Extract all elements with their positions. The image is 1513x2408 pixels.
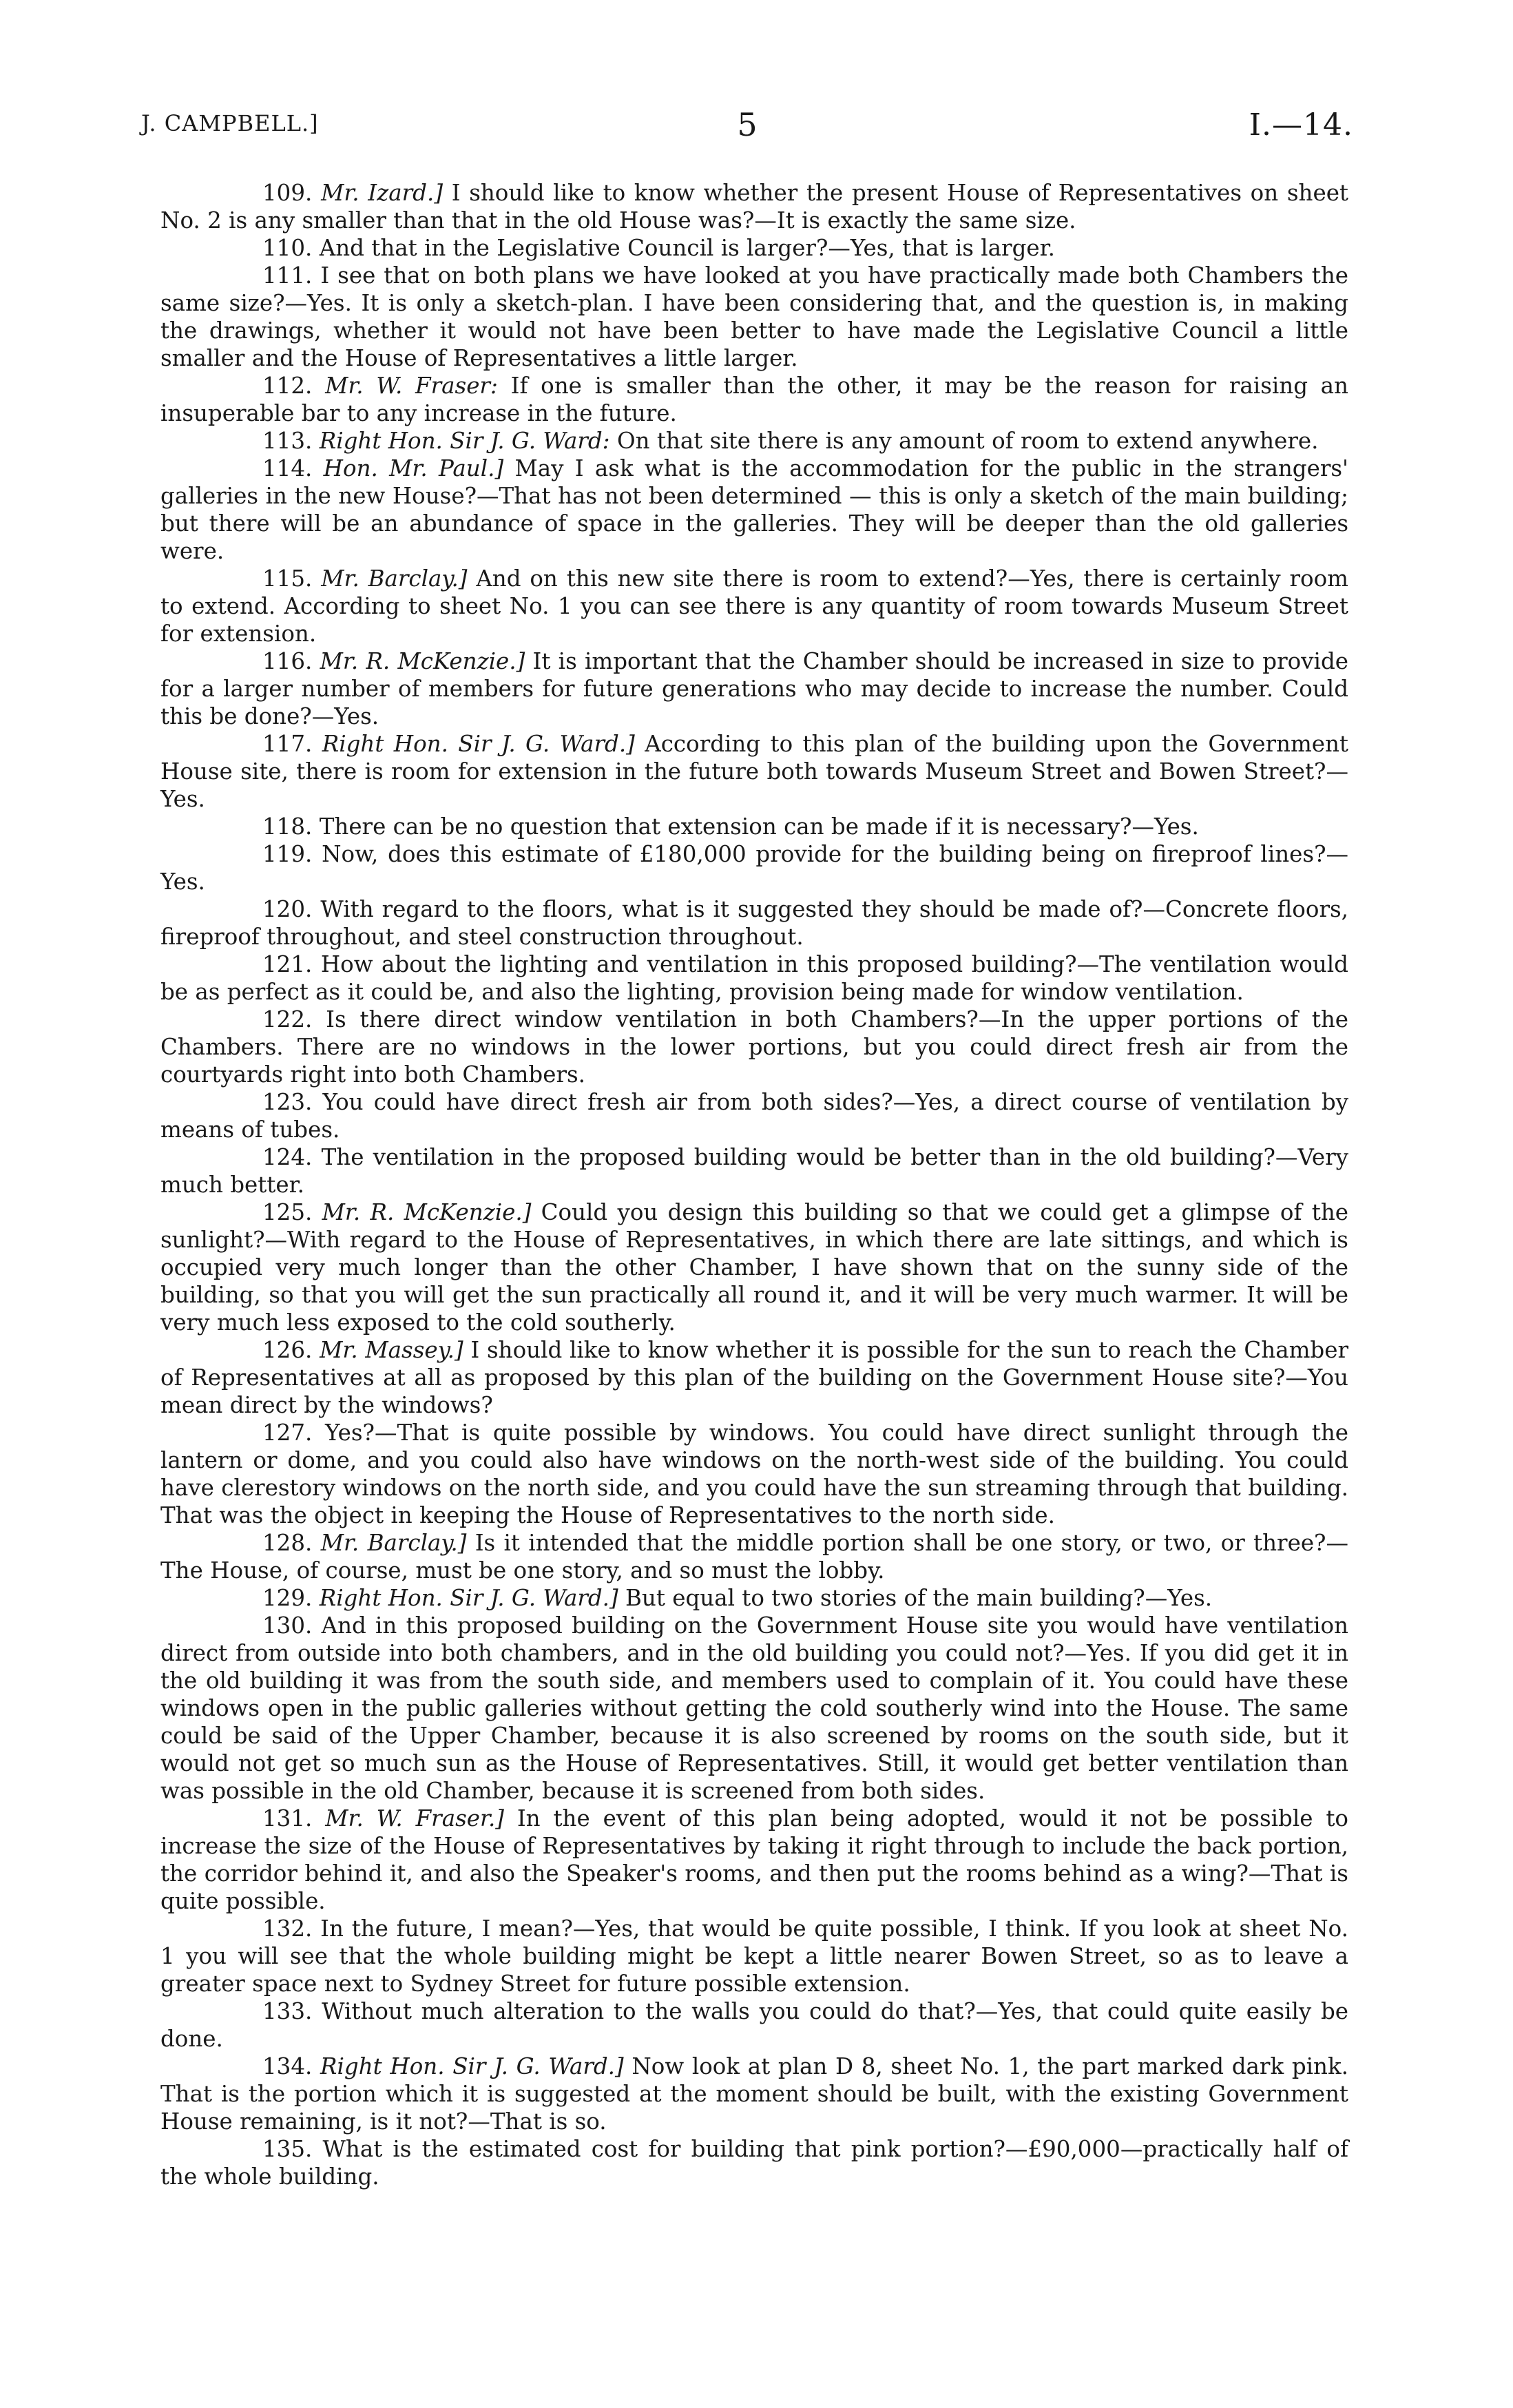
question-text: Is it intended that the middle portion shall be one story, or two, or three?—The House, of course, must be one story, and so must the lobby. bbox=[160, 1530, 1348, 1584]
question-paragraph bbox=[160, 1006, 1348, 1088]
question-paragraph bbox=[160, 1419, 1348, 1529]
question-paragraph bbox=[160, 647, 1348, 730]
question-paragraph bbox=[160, 234, 1348, 262]
question-paragraph bbox=[160, 813, 1348, 840]
question-text: I see that on both plans we have looked at you have practically made both Chambers the same size?—Yes. It is only a sketch-plan. I have been considering that, and the question is, in making the drawings, whether it would not have been better to have made the Legislative Council a little smaller and the House of Representatives a little larger. bbox=[160, 262, 1348, 371]
question-text: Could you design this building so that we could get a glimpse of the sunlight?—With regard to the House of Representatives, in which there are late sittings, and which is occupied very much longer than the other Chamber, I have shown that on the sunny side of the building, so that you will get the sun practically all round it, and it will be very much warmer. It will be very much less exposed to the cold southerly. bbox=[160, 1199, 1348, 1336]
question-text: Without much alteration to the walls you could do that?—Yes, that could quite easily be done. bbox=[160, 1998, 1348, 2052]
speaker-name: Mr. R. McKenzie.] bbox=[320, 648, 525, 674]
question-text: On that site there is any amount of room to extend anywhere. bbox=[616, 428, 1319, 454]
question-text: May I ask what is the accommodation for the public in the strangers' galleries in the new House?—That has not been determined — this is only a sketch of the main building; but there will be an abundance of space in the galleries. They will be deeper than the old galleries were. bbox=[160, 455, 1348, 564]
question-number: 134. bbox=[262, 2053, 313, 2079]
question-text: But equal to two stories of the main building?—Yes. bbox=[625, 1585, 1213, 1611]
question-number: 120. bbox=[262, 896, 313, 922]
question-number: 133. bbox=[262, 1998, 313, 2024]
page-header bbox=[141, 106, 1353, 152]
speaker-name: Mr. W. Fraser: bbox=[325, 373, 498, 399]
question-number: 115. bbox=[262, 565, 313, 592]
question-text: Now look at plan D 8, sheet No. 1, the part marked dark pink. That is the portion which it is suggested at the moment should be built, with the existing Government House remaining, is it not?—That is so. bbox=[160, 2053, 1348, 2135]
question-paragraph bbox=[160, 1336, 1348, 1419]
question-paragraph bbox=[160, 1612, 1348, 1805]
question-number: 113. bbox=[262, 428, 313, 454]
question-text: Now, does this estimate of £180,000 provide for the building being on fireproof lines?—Yes. bbox=[160, 841, 1348, 895]
speaker-name: Mr. Izard.] bbox=[321, 180, 443, 206]
question-number: 110. bbox=[262, 235, 313, 261]
question-text: According to this plan of the building upon the Government House site, there is room for extension in the future both towards Museum Street and Bowen Street?—Yes. bbox=[160, 731, 1348, 812]
question-number: 121. bbox=[262, 951, 313, 977]
question-number: 130. bbox=[262, 1612, 313, 1639]
question-number: 127. bbox=[262, 1420, 313, 1446]
question-number: 117. bbox=[262, 731, 313, 757]
question-paragraph bbox=[160, 1997, 1348, 2053]
speaker-name: Mr. Massey.] bbox=[320, 1337, 463, 1363]
question-number: 131. bbox=[262, 1805, 313, 1831]
speaker-name: Mr. Barclay.] bbox=[320, 1530, 467, 1556]
question-number: 119. bbox=[262, 841, 313, 867]
speaker-name: Hon. Mr. Paul.] bbox=[323, 455, 504, 481]
speaker-name: Mr. W. Fraser.] bbox=[325, 1805, 504, 1831]
document-reference: I.—14. bbox=[1249, 107, 1353, 143]
question-paragraph bbox=[160, 1143, 1348, 1198]
question-paragraph bbox=[160, 372, 1348, 427]
question-paragraph bbox=[160, 427, 1348, 455]
question-paragraph bbox=[160, 565, 1348, 647]
question-number: 124. bbox=[262, 1144, 313, 1170]
question-text: Is there direct window ventilation in both Chambers?—In the upper portions of the Chambers. There are no windows in the lower portions, but you could direct fresh air from the courtyards right into both Chambers. bbox=[160, 1006, 1348, 1088]
question-text: There can be no question that extension can be made if it is necessary?—Yes. bbox=[319, 813, 1199, 840]
speaker-name: Right Hon. Sir J. G. Ward.] bbox=[320, 2053, 624, 2079]
question-text: If one is smaller than the other, it may be the reason for raising an insuperable bar to any increase in the future. bbox=[160, 373, 1348, 426]
speaker-name: Right Hon. Sir J. G. Ward.] bbox=[319, 1585, 618, 1611]
question-number: 118. bbox=[262, 813, 313, 840]
question-paragraph bbox=[160, 1198, 1348, 1336]
question-paragraph bbox=[160, 730, 1348, 813]
question-paragraph bbox=[160, 1529, 1348, 1584]
question-text: Yes?—That is quite possible by windows. You could have direct sunlight through the lantern or dome, and you could also have windows on the north-west side of the building. You could have clerestory windows on the north side, and you could have the sun streaming through that building. That was the object in keeping the House of Representatives to the north side. bbox=[160, 1420, 1348, 1528]
question-number: 128. bbox=[262, 1530, 313, 1556]
question-text: The ventilation in the proposed building would be better than in the old building?—Very much better. bbox=[160, 1144, 1348, 1198]
question-paragraph bbox=[160, 179, 1348, 234]
question-number: 132. bbox=[262, 1916, 313, 1942]
question-text: How about the lighting and ventilation in this proposed building?—The ventilation would be as perfect as it could be, and also the lighting, provision being made for window ventilation. bbox=[160, 951, 1348, 1005]
question-paragraph bbox=[160, 1915, 1348, 1997]
question-text: With regard to the floors, what is it suggested they should be made of?—Concrete floors, fireproof throughout, and steel construction throughout. bbox=[160, 896, 1348, 950]
question-paragraph bbox=[160, 262, 1348, 372]
question-text: And in this proposed building on the Government House site you would have ventilation direct from outside into both chambers, and in the old building you could not?—Yes. If you did get it in the old building it was from the south side, and members used to complain of it. You could have these windows open in the public galleries without getting the cold southerly wind into the House. The same could be said of the Upper Chamber, because it is also screened by rooms on the south side, but it would not get so much sun as the House of Representatives. Still, it would get better ventilation than was possible in the old Chamber, because it is screened from both sides. bbox=[160, 1612, 1348, 1804]
question-text: You could have direct fresh air from both sides?—Yes, a direct course of ventilation by means of tubes. bbox=[160, 1089, 1348, 1143]
question-paragraph bbox=[160, 1584, 1348, 1612]
header-witness-name: J. CAMPBELL.] bbox=[141, 110, 319, 136]
question-number: 116. bbox=[262, 648, 313, 674]
question-text: I should like to know whether the present House of Representatives on sheet No. 2 is any smaller than that in the old House was?—It is exactly the same size. bbox=[160, 180, 1348, 233]
question-number: 114. bbox=[262, 455, 313, 481]
question-paragraph bbox=[160, 1805, 1348, 1915]
question-number: 126. bbox=[262, 1337, 313, 1363]
question-number: 129. bbox=[262, 1585, 313, 1611]
question-paragraph bbox=[160, 455, 1348, 565]
question-number: 122. bbox=[262, 1006, 313, 1032]
question-number: 123. bbox=[262, 1089, 313, 1115]
question-text: And that in the Legislative Council is larger?—Yes, that is larger. bbox=[319, 235, 1055, 261]
page-number: 5 bbox=[737, 106, 758, 143]
speaker-name: Right Hon. Sir J. G. Ward: bbox=[319, 428, 610, 454]
speaker-name: Right Hon. Sir J. G. Ward.] bbox=[322, 731, 635, 757]
question-paragraph bbox=[160, 2053, 1348, 2135]
question-number: 112. bbox=[262, 373, 313, 399]
question-text: In the future, I mean?—Yes, that would be quite possible, I think. If you look at sheet No. 1 you will see that the whole building might be kept a little nearer Bowen Street, so as to leave a greater space next to Sydney Street for future possible extension. bbox=[160, 1916, 1348, 1997]
question-paragraph bbox=[160, 1088, 1348, 1143]
question-number: 111. bbox=[262, 262, 313, 289]
question-number: 125. bbox=[262, 1199, 313, 1225]
question-number: 109. bbox=[262, 180, 313, 206]
question-paragraph bbox=[160, 951, 1348, 1006]
question-number: 135. bbox=[262, 2136, 313, 2162]
question-text: And on this new site there is room to extend?—Yes, there is certainly room to extend. According to sheet No. 1 you can see there is any quantity of room towards Museum Street for extension. bbox=[160, 565, 1348, 647]
speaker-name: Mr. R. McKenzie.] bbox=[322, 1199, 532, 1225]
question-text: What is the estimated cost for building that pink portion?—£90,000—practically half of the whole building. bbox=[160, 2136, 1348, 2190]
question-text: It is important that the Chamber should be increased in size to provide for a larger number of members for future generations who may decide to increase the number. Could this be done?—Yes. bbox=[160, 648, 1348, 729]
question-text: I should like to know whether it is possible for the sun to reach the Chamber of Representatives at all as proposed by this plan of the building on the Government House site?—You mean direct by the windows? bbox=[160, 1337, 1348, 1418]
speaker-name: Mr. Barclay.] bbox=[321, 565, 468, 592]
question-paragraph bbox=[160, 895, 1348, 951]
question-paragraph bbox=[160, 840, 1348, 895]
question-paragraph bbox=[160, 2135, 1348, 2190]
question-text: In the event of this plan being adopted, would it not be possible to increase the size of the House of Representatives by taking it right through to include the back portion, the corridor behind it, and also the Speaker's rooms, and then put the rooms behind as a wing?—That is quite possible. bbox=[160, 1805, 1348, 1914]
document-body bbox=[160, 179, 1348, 2190]
